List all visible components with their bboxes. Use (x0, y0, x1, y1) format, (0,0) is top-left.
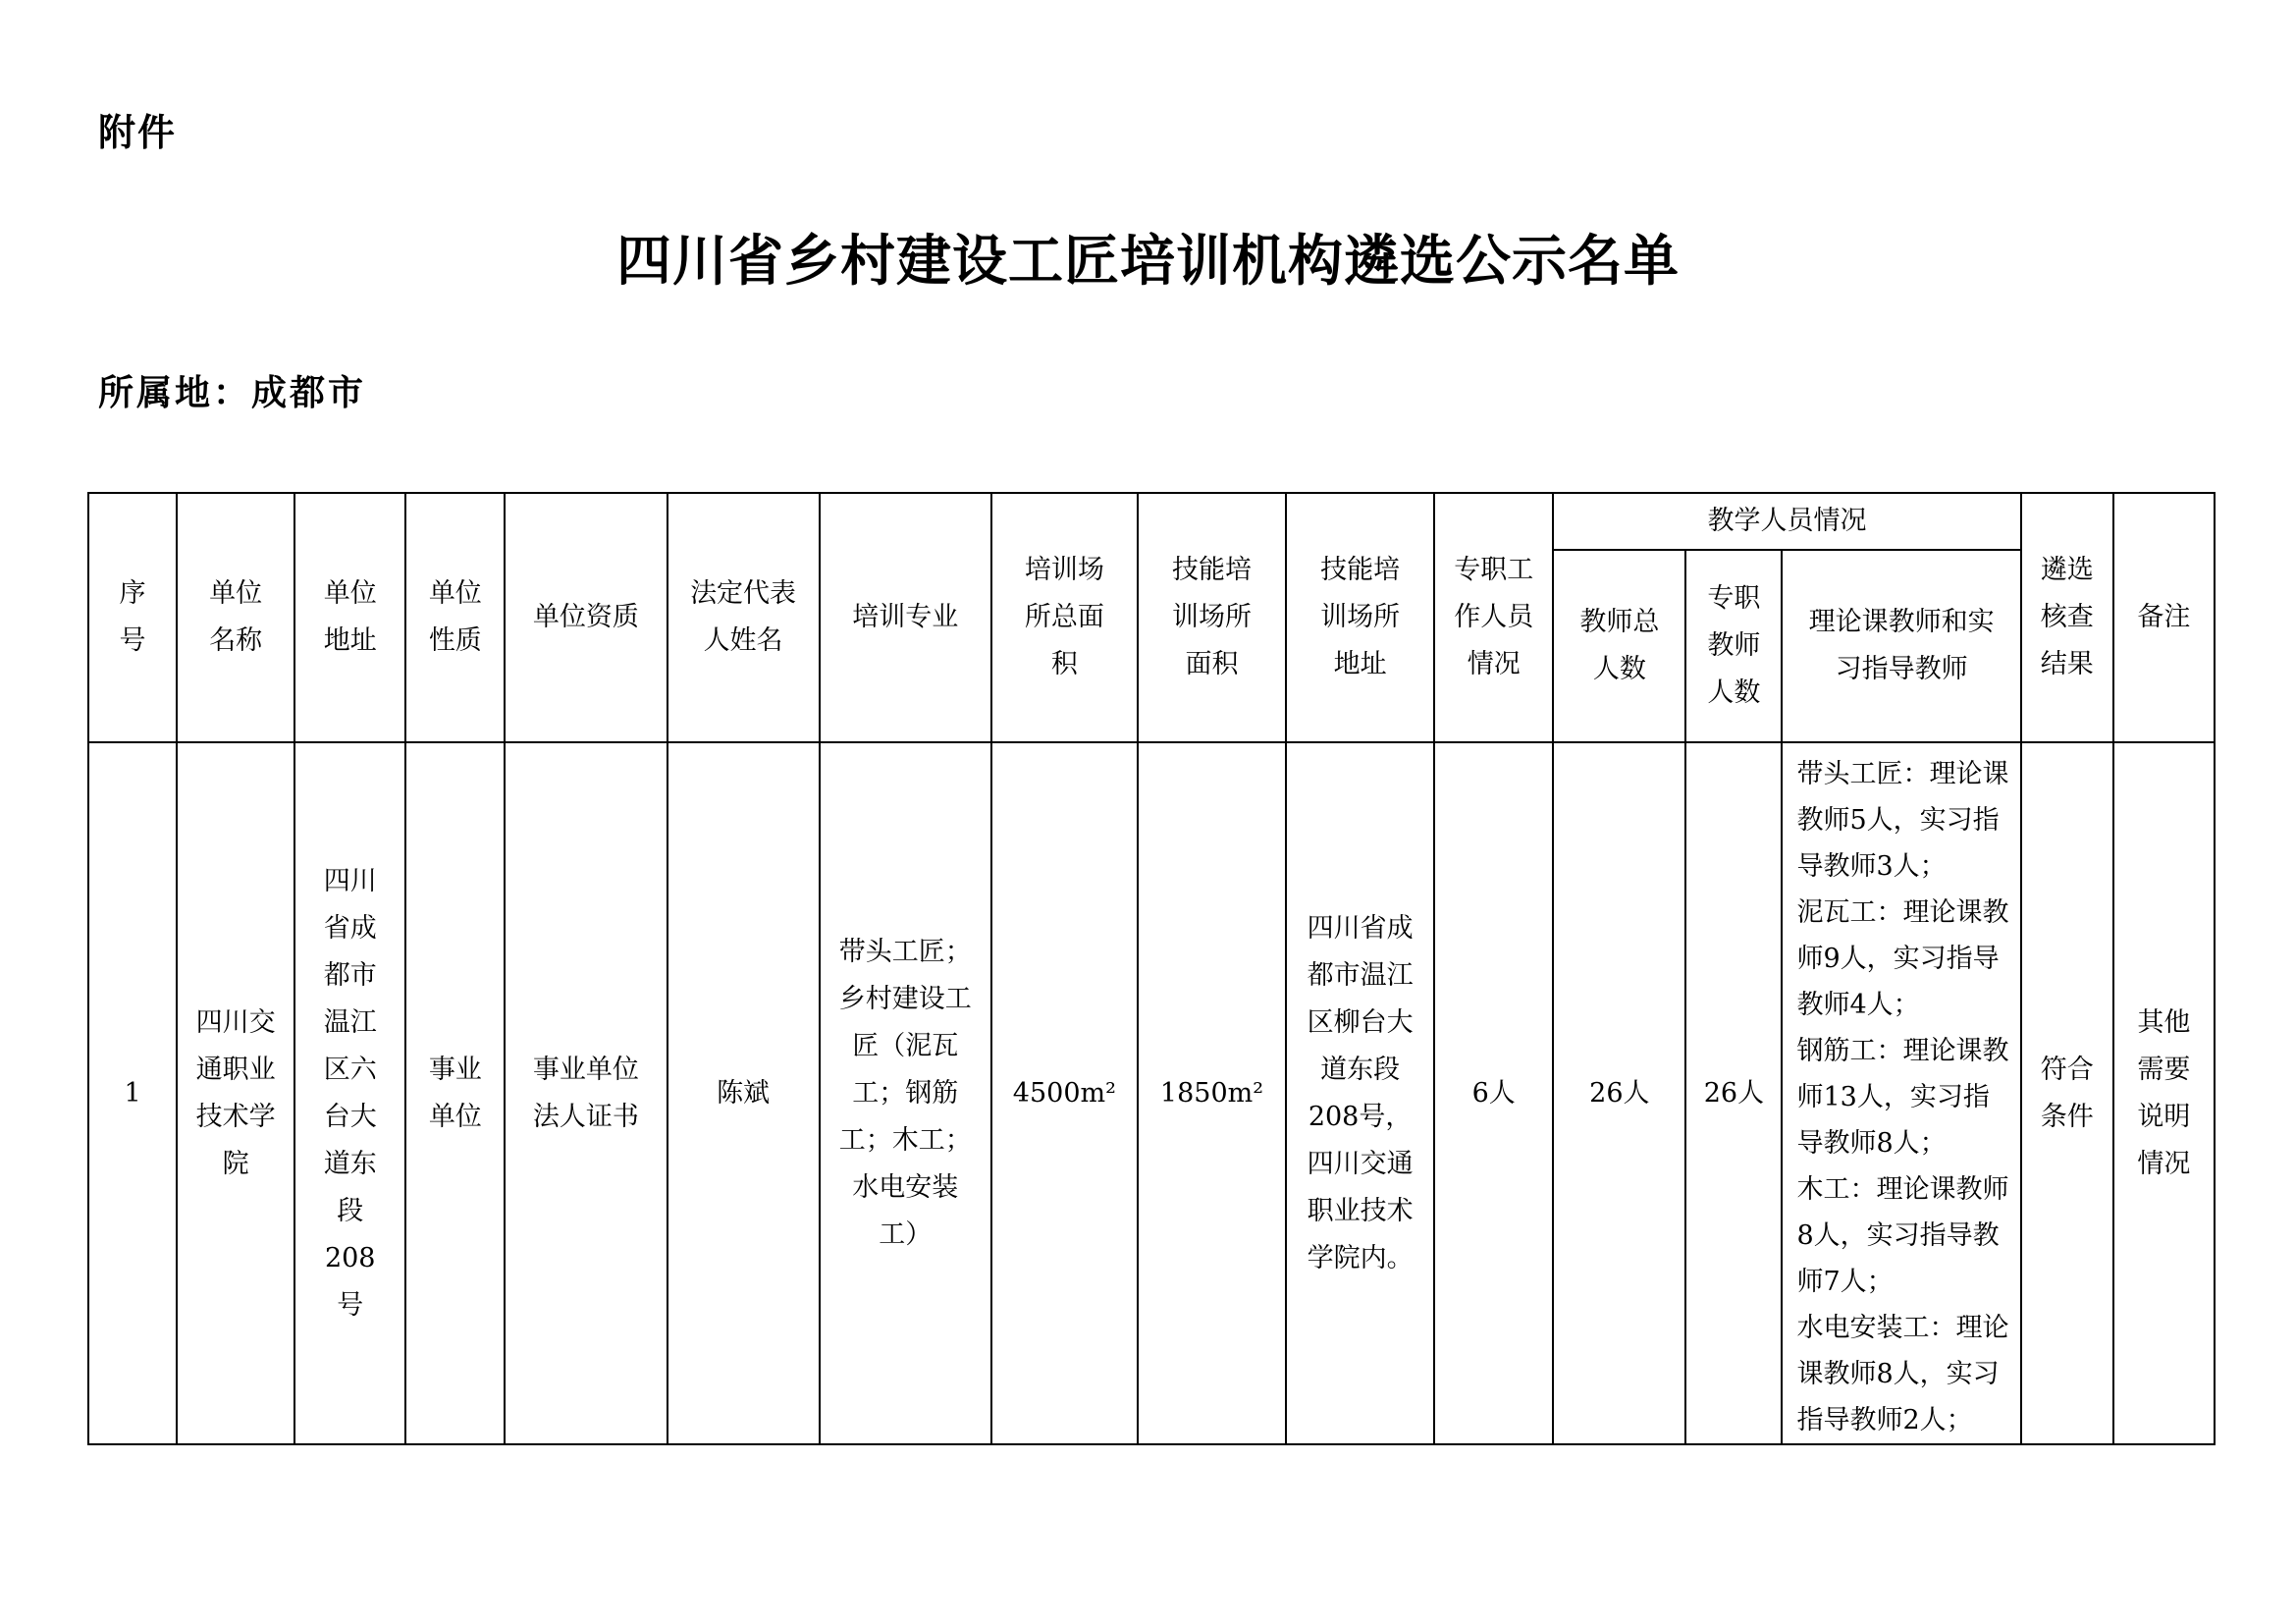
page-title: 四川省乡村建设工匠培训机构遴选公示名单 (616, 229, 1680, 294)
header-unit-nature: 单位性质 (405, 493, 505, 742)
header-legal-rep: 法定代表人姓名 (667, 493, 820, 742)
cell-remark: 其他需要说明情况 (2113, 742, 2215, 1444)
header-skill-address: 技能培训场所地址 (1286, 493, 1434, 742)
header-seq: 序号 (88, 493, 177, 742)
header-theory-practice: 理论课教师和实习指导教师 (1782, 550, 2020, 742)
attachment-label: 附件 (98, 111, 178, 154)
header-teacher-fulltime: 专职教师人数 (1685, 550, 1782, 742)
cell-seq: 1 (88, 742, 177, 1444)
teacher-line: 水电安装工：理论课教师8人，实习指导教师2人； (1796, 1313, 2009, 1435)
cell-legal-rep: 陈斌 (667, 742, 820, 1444)
cell-teachers (1782, 742, 2020, 1444)
cell-unit-nature: 事业单位 (405, 742, 505, 1444)
cell-qualification: 事业单位法人证书 (505, 742, 667, 1444)
header-total-area: 培训场所总面积 (991, 493, 1138, 742)
header-qualification: 单位资质 (505, 493, 667, 742)
cell-total-area: 4500m² (991, 742, 1138, 1444)
cell-unit-address: 四川省成都市温江区六台大道东段208号 (294, 742, 405, 1444)
cell-teacher-fulltime: 26人 (1685, 742, 1782, 1444)
header-major: 培训专业 (820, 493, 991, 742)
header-unit-name: 单位名称 (177, 493, 294, 742)
table-row (88, 742, 2215, 1444)
cell-major: 带头工匠；乡村建设工匠（泥瓦工；钢筋工；木工；水电安装工） (820, 742, 991, 1444)
header-remark: 备注 (2113, 493, 2215, 742)
cell-skill-area: 1850m² (1138, 742, 1286, 1444)
teacher-line: 钢筋工：理论课教师13人，实习指导教师8人； (1796, 1036, 2009, 1159)
header-skill-area: 技能培训场所面积 (1138, 493, 1286, 742)
cell-result: 符合条件 (2021, 742, 2113, 1444)
cell-staff: 6人 (1434, 742, 1553, 1444)
header-teaching-group: 教学人员情况 (1553, 493, 2020, 550)
header-result: 遴选核查结果 (2021, 493, 2113, 742)
cell-unit-name: 四川交通职业技术学院 (177, 742, 294, 1444)
teacher-line: 木工：理论课教师8人，实习指导教师7人； (1796, 1174, 2009, 1297)
header-staff: 专职工作人员情况 (1434, 493, 1553, 742)
region-label: 所属地：成都市 (98, 373, 367, 413)
cell-skill-address: 四川省成都市温江区柳台大道东段208号，四川交通职业技术学院内。 (1286, 742, 1434, 1444)
teacher-line: 泥瓦工：理论课教师9人，实习指导教师4人； (1796, 897, 2009, 1020)
header-teacher-total: 教师总人数 (1553, 550, 1685, 742)
header-unit-address: 单位地址 (294, 493, 405, 742)
cell-teacher-total: 26人 (1553, 742, 1685, 1444)
teacher-line: 带头工匠：理论课教师5人，实习指导教师3人； (1796, 759, 2009, 882)
institution-table (87, 492, 2216, 1445)
